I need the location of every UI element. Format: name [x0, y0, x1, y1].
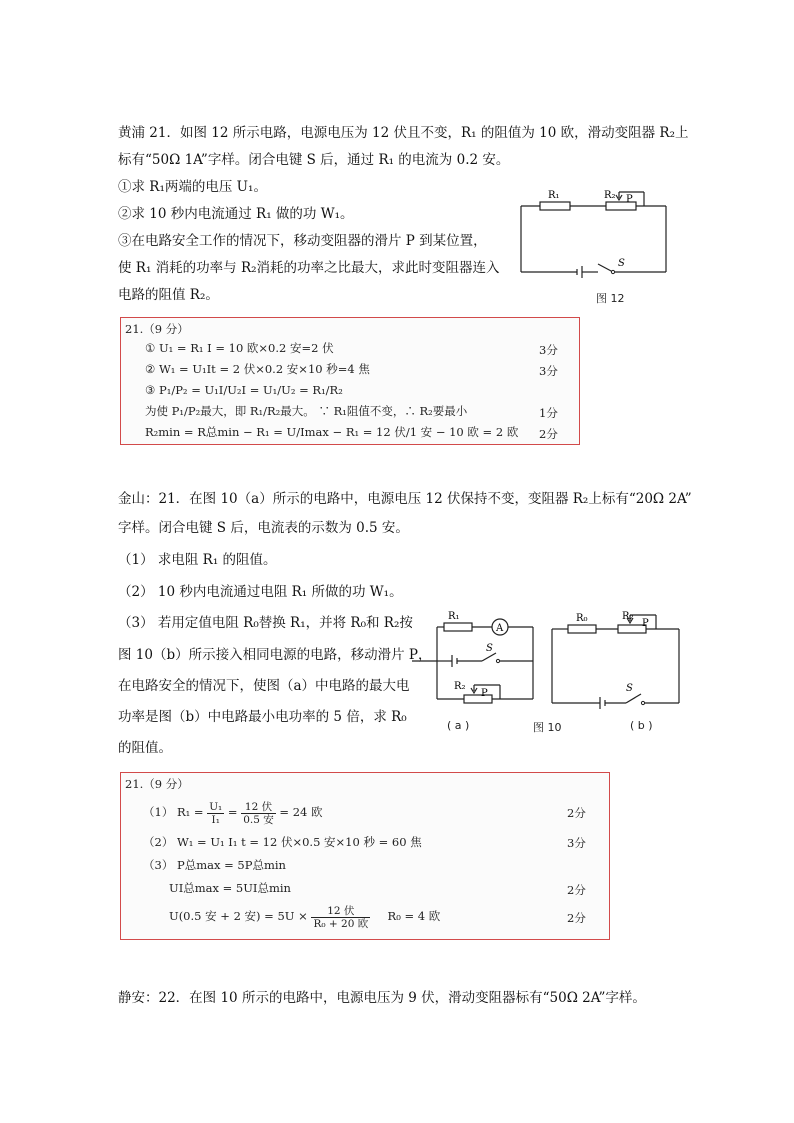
fig10a-label-r1: R₁ — [448, 611, 460, 622]
fig10-caption: 图 10 — [533, 721, 562, 734]
sol1-line-4: 为使 P₁/P₂最大，即 R₁/R₂最大。 ∵ R₁阻值不变，∴ R₂要最小 — [145, 404, 468, 418]
q1-line-4: ②求 10 秒内电流通过 R₁ 做的功 W₁。 — [118, 206, 354, 222]
solution-box-huangpu — [120, 317, 580, 445]
sol1-score-2: 3分 — [539, 364, 558, 378]
q2-line-6: 图 10（b）所示接入相同电源的电路，移动滑片 P， — [118, 647, 432, 663]
q2-line-2: 字样。闭合电键 S 后，电流表的示数为 0.5 安。 — [118, 520, 409, 536]
sol2-score-4: 2分 — [567, 883, 586, 897]
sol2-score-2: 3分 — [567, 836, 586, 850]
fig12-label-p: P — [626, 194, 633, 205]
frac-num: 12 伏 — [311, 905, 370, 918]
sol2-line-1 — [143, 797, 323, 827]
sol2-line-2: （2） W₁ = U₁ I₁ t = 12 伏×0.5 安×10 秒 = 60 焦 — [143, 835, 422, 849]
fig10b-label-p: P — [642, 618, 649, 629]
fig10b-label-r2: R₂ — [622, 611, 634, 622]
q1-line-2: 标有“50Ω 1A”字样。闭合电键 S 后，通过 R₁ 的电流为 0.2 安。 — [118, 152, 510, 168]
frac-den: R₀ + 20 欧 — [313, 917, 369, 930]
q2-line-5: （3） 若用定值电阻 R₀替换 R₁，并将 R₀和 R₂按 — [118, 615, 413, 631]
q2-line-4: （2） 10 秒内电流通过电阻 R₁ 所做的功 W₁。 — [118, 584, 403, 600]
circuit-figure-10a — [412, 605, 538, 705]
fraction-12v-05a — [241, 801, 276, 826]
q2-line-7: 在电路安全的情况下，使图（a）中电路的最大电 — [118, 678, 410, 694]
sol2-score-1: 2分 — [567, 806, 586, 820]
fig12-label-s: S — [618, 258, 625, 269]
q2-line-1: 金山：21．在图 10（a）所示的电路中，电源电压 12 伏保持不变，变阻器 R₂上标有“20Ω 2A” — [118, 491, 692, 507]
sol1-line-1: ① U₁ = R₁ I = 10 欧×0.2 安=2 伏 — [145, 341, 334, 355]
sol1-score-4: 1分 — [539, 406, 558, 420]
q1-line-3: ①求 R₁两端的电压 U₁。 — [118, 179, 267, 195]
sol1-line-5: R₂min = R总min − R₁ = U/Imax − R₁ = 12 伏/1 安 − 10 欧 = 2 欧 — [145, 425, 519, 439]
sol2-line-5 — [169, 901, 440, 931]
q1-line-5: ③在电路安全工作的情况下，移动变阻器的滑片 P 到某位置， — [118, 233, 487, 249]
fig10b-label-s: S — [626, 683, 633, 694]
sol2-l5-prefix: U(0.5 安 + 2 安) = 5U × — [169, 909, 308, 923]
sol2-l1-prefix: （1） R₁ = — [143, 805, 204, 819]
fraction-12v-r0-20 — [311, 905, 370, 930]
sol2-header: 21.（9 分） — [125, 777, 189, 791]
frac-den: 0.5 安 — [243, 813, 274, 826]
fig10b-caption: ( b ) — [630, 719, 653, 732]
fig10a-caption: ( a ) — [447, 719, 470, 732]
sol2-l5-suffix: R₀ = 4 欧 — [387, 909, 441, 923]
fig10a-label-r2: R₂ — [454, 681, 466, 692]
sol2-line-3: （3） P总max = 5P总min — [143, 858, 286, 872]
frac-den: I₁ — [211, 813, 220, 826]
sol1-score-1: 3分 — [539, 343, 558, 357]
q2-line-9: 的阻值。 — [118, 740, 172, 756]
sol2-l1-eq: = — [227, 805, 238, 819]
circuit-figure-10b — [548, 605, 684, 711]
fig10a-label-p: P — [481, 688, 488, 699]
fig12-label-r2: R₂ — [604, 190, 616, 201]
q1-line-6: 使 R₁ 消耗的功率与 R₂消耗的功率之比最大，求此时变阻器连入 — [118, 260, 500, 276]
ammeter-symbol: A — [496, 623, 504, 634]
sol2-l1-suffix: = 24 欧 — [279, 805, 323, 819]
sol1-score-5: 2分 — [539, 427, 558, 441]
q1-line-1: 黄浦 21．如图 12 所示电路，电源电压为 12 伏且不变，R₁ 的阻值为 10 欧，滑动变阻器 R₂上 — [118, 125, 689, 141]
fig12-caption: 图 12 — [596, 292, 625, 305]
solution-box-jinshan — [120, 772, 610, 940]
q1-line-7: 电路的阻值 R₂。 — [118, 287, 219, 303]
fig10b-label-r0: R₀ — [576, 613, 588, 624]
q3-line-1: 静安：22．在图 10 所示的电路中，电源电压为 9 伏，滑动变阻器标有“50Ω 2A”字样。 — [118, 990, 646, 1006]
frac-num: 12 伏 — [241, 801, 276, 814]
fig12-label-r1: R₁ — [548, 190, 560, 201]
q2-line-8: 功率是图（b）中电路最小电功率的 5 倍，求 R₀ — [118, 709, 407, 725]
sol2-score-5: 2分 — [567, 911, 586, 925]
q2-line-3: （1） 求电阻 R₁ 的阻值。 — [118, 552, 277, 568]
circuit-figure-12 — [518, 182, 678, 282]
sol1-line-3: ③ P₁/P₂ = U₁I/U₂I = U₁/U₂ = R₁/R₂ — [145, 383, 343, 397]
fraction-u1-i1 — [207, 801, 224, 826]
fig10a-label-s: S — [486, 643, 493, 654]
sol1-line-2: ② W₁ = U₁It = 2 伏×0.2 安×10 秒=4 焦 — [145, 362, 370, 376]
sol2-line-4: UI总max = 5UI总min — [169, 881, 291, 895]
sol1-header: 21.（9 分） — [125, 322, 189, 336]
frac-num: U₁ — [209, 800, 223, 813]
